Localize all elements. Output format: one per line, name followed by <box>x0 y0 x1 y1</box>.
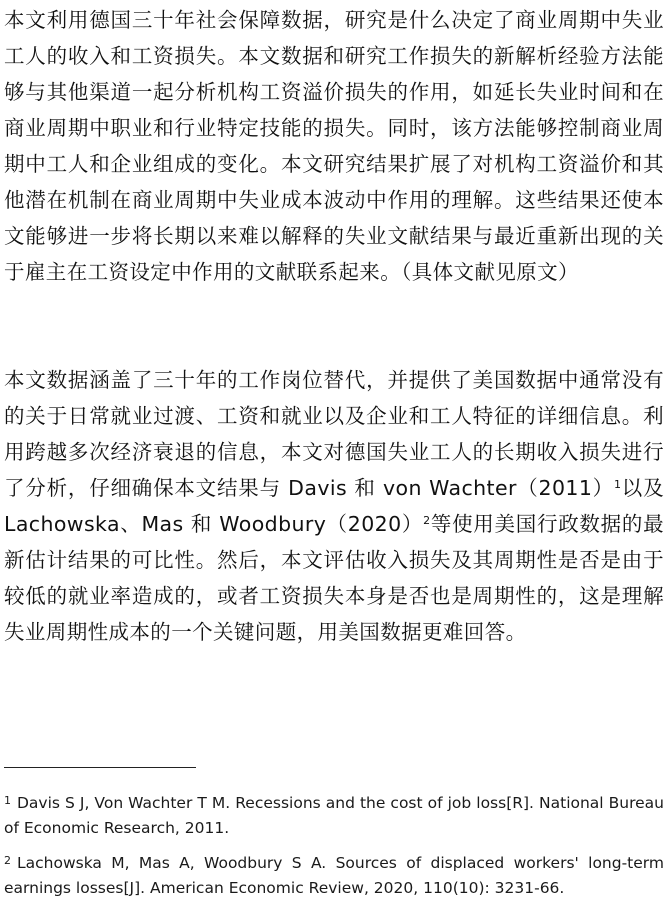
paragraph-2-text-a: 本文数据涵盖了三十年的工作岗位替代，并提供了美国数据中通常没有的关于日常就业过渡、工资和就业以及企业和工人特征的详细信息。利用跨越多次经济衰退的信息，本文对德国失业工人的长期收入损失进行了分析，仔细确保本文结果与 Davis 和 von Wachter（2011） <box>4 368 664 500</box>
footnote-1-number: 1 <box>4 794 11 807</box>
footnote-2 <box>4 848 664 901</box>
footnote-ref-2[interactable]: 2 <box>423 514 431 527</box>
footnote-2-number: 2 <box>4 854 11 867</box>
paragraph-2-text-b: 以及 Lachowska、Mas 和 Woodbury（2020） <box>4 476 664 536</box>
paragraph-1-text: 本文利用德国三十年社会保障数据，研究是什么决定了商业周期中失业工人的收入和工资损失。本文数据和研究工作损失的新解析经验方法能够与其他渠道一起分析机构工资溢价损失的作用，如延长失业时间和在商业周期中职业和行业特定技能的损失。同时，该方法能够控制商业周期中工人和企业组成的变化。本文研究结果扩展了对机构工资溢价和其他潜在机制在商业周期中失业成本波动中作用的理解。这些结果还使本文能够进一步将长期以来难以解释的失业文献结果与最近重新出现的关于雇主在工资设定中作用的文献联系起来。（具体文献见原文） <box>4 8 664 284</box>
paragraph-2 <box>4 362 664 650</box>
footnote-divider <box>4 767 196 768</box>
footnote-1 <box>4 788 664 841</box>
footnote-ref-1[interactable]: 1 <box>613 478 622 491</box>
footnote-1-text: Davis S J, Von Wachter T M. Recessions and the cost of job loss[R]. National Bureau of Economic Research, 2011. <box>4 794 664 837</box>
footnote-2-text: Lachowska M, Mas A, Woodbury S A. Sources of displaced workers' long-term earnings losses[J]. American Economic Review, 2020, 110(10): 3231-66. <box>4 854 664 897</box>
paragraph-2-text-c: 等使用美国行政数据的最新估计结果的可比性。然后，本文评估收入损失及其周期性是否是由于较低的就业率造成的，或者工资损失本身是否也是周期性的，这是理解失业周期性成本的一个关键问题，用美国数据更难回答。 <box>4 512 664 644</box>
paragraph-1 <box>4 2 664 290</box>
